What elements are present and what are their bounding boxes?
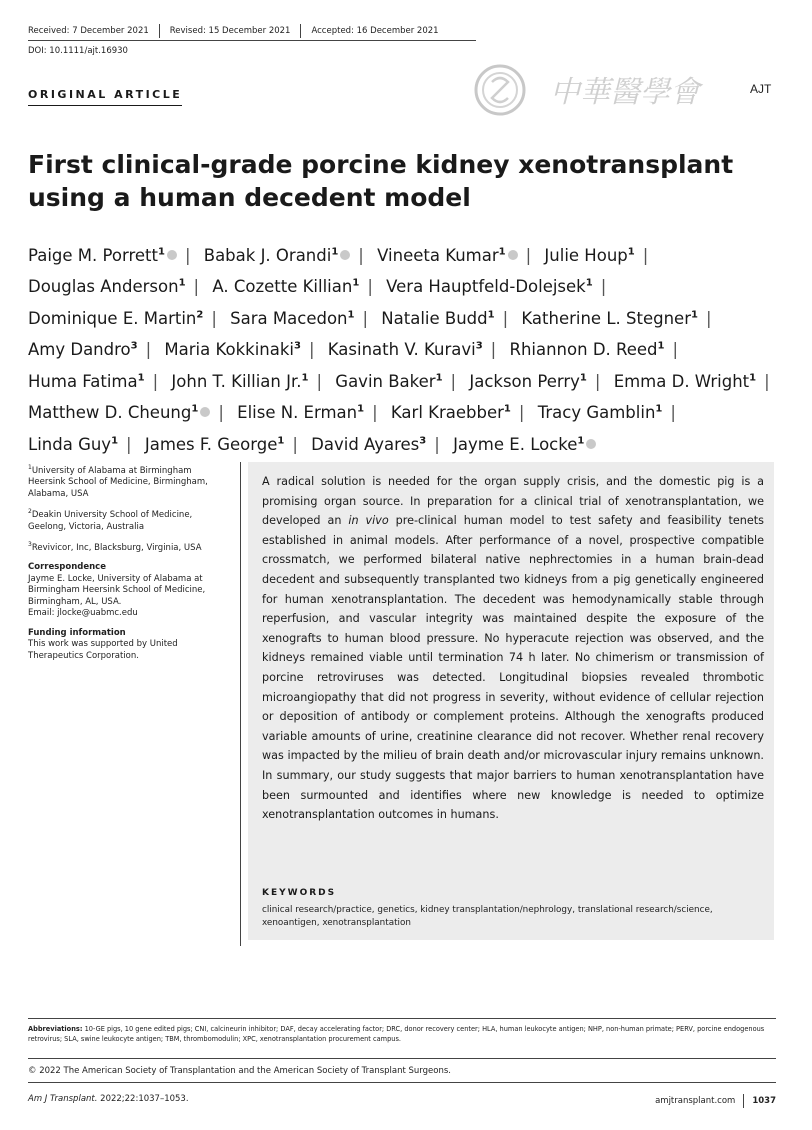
copyright-notice: © 2022 The American Society of Transplantation and the American Society of Transplant Surgeons.	[28, 1066, 451, 1076]
affiliation-marker: 3	[419, 435, 427, 446]
author-name[interactable]: Jackson Perry$^1$	[469, 371, 587, 391]
affiliation-marker: 1	[277, 435, 285, 446]
author-separator: |	[502, 308, 509, 328]
watermark-lettering: 中華醫學會	[550, 75, 700, 110]
affiliation-marker: 1	[191, 403, 199, 415]
author-separator: |	[764, 371, 770, 391]
author-separator: |	[145, 340, 152, 359]
author-name[interactable]: Paige M. Porrett$^1$	[28, 246, 177, 265]
author-name[interactable]: Jayme E. Locke$^1$	[453, 435, 596, 454]
author-name[interactable]: Douglas Anderson$^1$	[28, 277, 186, 296]
author-name[interactable]: Emma D. Wright$^1$	[613, 371, 757, 391]
affiliation-marker: 1	[657, 340, 665, 352]
author-separator: |	[184, 245, 191, 265]
affiliation-marker: 1	[157, 246, 165, 257]
author-separator: |	[292, 434, 298, 454]
affiliation-marker: 1	[435, 372, 443, 383]
author-name[interactable]: Dominique E. Martin$^2$	[28, 308, 204, 328]
author-separator: |	[518, 403, 525, 422]
footer-rule	[28, 1082, 776, 1083]
abbreviations-footnote: Abbreviations: 10-GE pigs, 10 gene edited pigs; CNI, calcineurin inhibitor; DAF, decay accelerating factor; DRC, donor recovery center; HLA, human leukocyte antigen; NHP, non-human primate; PERV, porcine endogenous retrovirus; SLA, swine leukocyte antigen; TBM, thrombomodulin; XPC, xenotransplantation procurement campus.	[28, 1025, 765, 1043]
affiliation-marker: 1	[347, 309, 355, 320]
author-separator: |	[218, 403, 224, 422]
keywords-text: clinical research/practice, genetics, kidney transplantation/nephrology, translational research/science, xenoantigen, xenotransplantation	[262, 905, 713, 928]
author-name[interactable]: Linda Guy$^1$	[28, 434, 119, 454]
affiliation-marker: 1	[137, 372, 145, 383]
author-name[interactable]: Katherine L. Stegner$^1$	[521, 308, 698, 328]
affiliation-2: $^2$Deakin University School of Medicine, Geelong, Victoria, Australia	[28, 508, 193, 532]
funding-text: This work was supported by United Therapeutics Corporation.	[28, 639, 178, 661]
author-separator: |	[316, 371, 323, 391]
orcid-icon[interactable]	[167, 250, 177, 260]
author-name[interactable]: Tracy Gamblin$^1$	[537, 403, 663, 422]
affiliation-marker: 1	[357, 403, 365, 415]
footnote-rule-bottom	[28, 1058, 776, 1059]
correspondence-text: Jayme E. Locke, University of Alabama at Birmingham Heersink School of Medicine, Birmingham, AL, USA.	[28, 573, 206, 607]
affiliation-marker: 1	[749, 372, 757, 383]
header-rule	[28, 40, 476, 41]
orcid-icon[interactable]	[586, 439, 596, 449]
affiliation-marker: 1	[301, 372, 309, 383]
author-name[interactable]: A. Cozette Killian$^1$	[212, 277, 360, 296]
journal-citation: Am J Transplant. 2022;22:1037–1053.	[28, 1094, 189, 1104]
affiliation-marker: 3	[294, 340, 301, 352]
article-title: First clinical-grade porcine kidney xenotransplant using a human decedent model	[28, 150, 734, 212]
footnote-rule-top	[28, 1018, 776, 1019]
history-dates	[28, 24, 439, 38]
affiliation-marker: 1	[577, 435, 585, 446]
journal-website-link[interactable]: amjtransplant.com	[655, 1096, 736, 1106]
received-date: Received: 7 December 2021	[28, 26, 149, 36]
revised-date: Revised: 15 December 2021	[169, 26, 291, 36]
orcid-icon[interactable]	[200, 407, 210, 417]
author-separator: |	[126, 434, 132, 454]
author-separator: |	[362, 308, 369, 328]
affiliation-marker: 1	[111, 435, 119, 446]
orcid-icon[interactable]	[340, 250, 350, 260]
author-name[interactable]: Vera Hauptfeld-Dolejsek$^1$	[386, 277, 593, 296]
affiliation-marker: 1	[655, 403, 663, 415]
affiliation-marker: 1	[352, 277, 360, 289]
affiliation-marker: 1	[503, 403, 511, 415]
author-separator: |	[372, 403, 378, 422]
author-separator: |	[193, 277, 200, 296]
author-name[interactable]: Kasinath V. Kuravi$^3$	[327, 340, 483, 359]
affiliation-marker: 2	[196, 309, 204, 320]
author-separator: |	[367, 277, 373, 296]
author-name[interactable]: Huma Fatima$^1$	[28, 371, 145, 391]
affiliation-marker: 1	[627, 246, 635, 257]
author-name[interactable]: Natalie Budd$^1$	[381, 308, 495, 328]
affiliation-marker: 3	[130, 340, 138, 352]
affiliation-marker: 1	[498, 246, 506, 257]
affiliations	[28, 462, 228, 554]
affiliation-marker: 1	[487, 309, 495, 320]
author-name[interactable]: Maria Kokkinaki$^3$	[164, 340, 301, 359]
affiliation-marker: 1	[585, 277, 593, 289]
author-separator: |	[358, 245, 364, 265]
author-name[interactable]: Babak J. Orandi$^1$	[204, 246, 351, 265]
author-separator: |	[600, 277, 607, 296]
author-separator: |	[705, 308, 712, 328]
author-name[interactable]: Gavin Baker$^1$	[335, 371, 443, 391]
affiliation-1: $^1$University of Alabama at Birmingham Heersink School of Medicine, Birmingham, Alabama, USA	[28, 464, 208, 499]
divider	[159, 24, 160, 38]
author-separator: |	[434, 434, 440, 454]
author-name[interactable]: Karl Kraebber$^1$	[390, 403, 511, 422]
author-separator: |	[490, 340, 497, 359]
author-separator: |	[670, 403, 676, 422]
author-list	[28, 238, 788, 459]
author-name[interactable]: Rhiannon D. Reed$^1$	[509, 340, 665, 359]
page-number: 1037	[752, 1096, 776, 1106]
orcid-icon[interactable]	[508, 250, 518, 260]
author-separator: |	[308, 340, 315, 359]
author-name[interactable]: Matthew D. Cheung$^1$	[28, 403, 210, 422]
author-separator: |	[642, 245, 649, 265]
affiliation-marker: 1	[579, 372, 587, 383]
author-separator: |	[450, 371, 457, 391]
funding-heading: Funding information	[28, 627, 126, 638]
author-name[interactable]: Elise N. Erman$^1$	[237, 403, 365, 422]
affiliation-marker: 3	[475, 340, 483, 352]
author-name[interactable]: Julie Houp$^1$	[544, 245, 635, 265]
doi[interactable]: DOI: 10.1111/ajt.16930	[28, 46, 128, 56]
abstract-text: A radical solution is needed for the organ supply crisis, and the domestic pig is a promising organ source. In preparation for a clinical trial of xenotransplantation, we developed an in vivo pre-clinical human model to test safety and feasibility tenets established in animal models. After performance of a novel, prospective compatible crossmatch, we performed bilateral native nephrectomies in a human brain-dead decedent and subsequently transplanted two kidneys from a pig genetically engineered for human xenotransplantation. The decedent was hemodynamically stable through reperfusion, and vascular integrity was maintained despite the exposure of the xenografts to human blood pressure. No hyperacute rejection was observed, and the kidneys remained viable until termination 74 h later. No chimerism or transmission of porcine retroviruses was detected. Longitudinal biopsies revealed thrombotic microangiopathy that did not progress in severity, without evidence of cellular rejection or deposition of antibody or complement proteins. Although the xenografts produced variable amounts of urine, creatinine clearance did not recover. Whether renal recovery was impacted by the milieu of brain death and/or microvascular injury remains unknown. In summary, our study suggests that major barriers to human xenotransplantation have been surmounted and identifies where new knowledge is needed to optimize xenotransplantation outcomes in humans.	[262, 475, 764, 822]
abstract-italic: in vivo	[348, 514, 389, 528]
divider	[743, 1094, 744, 1108]
divider	[300, 24, 301, 38]
author-separator: |	[211, 308, 217, 328]
author-separator: |	[594, 371, 601, 391]
correspondence-heading: Correspondence	[28, 562, 106, 573]
author-name[interactable]: John T. Killian Jr.$^1$	[171, 371, 309, 391]
column-divider	[240, 462, 241, 946]
author-separator: |	[152, 371, 159, 391]
article-type-label: ORIGINAL ARTICLE	[28, 88, 182, 106]
author-name[interactable]: James F. George$^1$	[144, 434, 285, 454]
affiliation-marker: 1	[178, 277, 186, 289]
author-separator: |	[672, 340, 679, 359]
keywords-heading: KEYWORDS	[262, 888, 337, 898]
author-name[interactable]: Sara Macedon$^1$	[230, 308, 355, 328]
article-info-column	[28, 462, 228, 668]
author-name[interactable]: David Ayares$^3$	[311, 434, 427, 454]
affiliation-marker: 1	[690, 309, 698, 320]
journal-logo: AJT	[750, 82, 772, 96]
society-seal-watermark	[470, 62, 750, 118]
author-separator: |	[525, 245, 532, 265]
affiliation-3: $^3$Revivicor, Inc, Blacksburg, Virginia, USA	[28, 541, 202, 553]
author-name[interactable]: Vineeta Kumar$^1$	[377, 246, 518, 265]
affiliation-marker: 1	[331, 246, 339, 257]
correspondence-email[interactable]: Email: jlocke@uabmc.edu	[28, 608, 138, 619]
footer-page-info	[655, 1094, 776, 1108]
accepted-date: Accepted: 16 December 2021	[311, 26, 439, 36]
author-name[interactable]: Amy Dandro$^3$	[28, 340, 138, 359]
